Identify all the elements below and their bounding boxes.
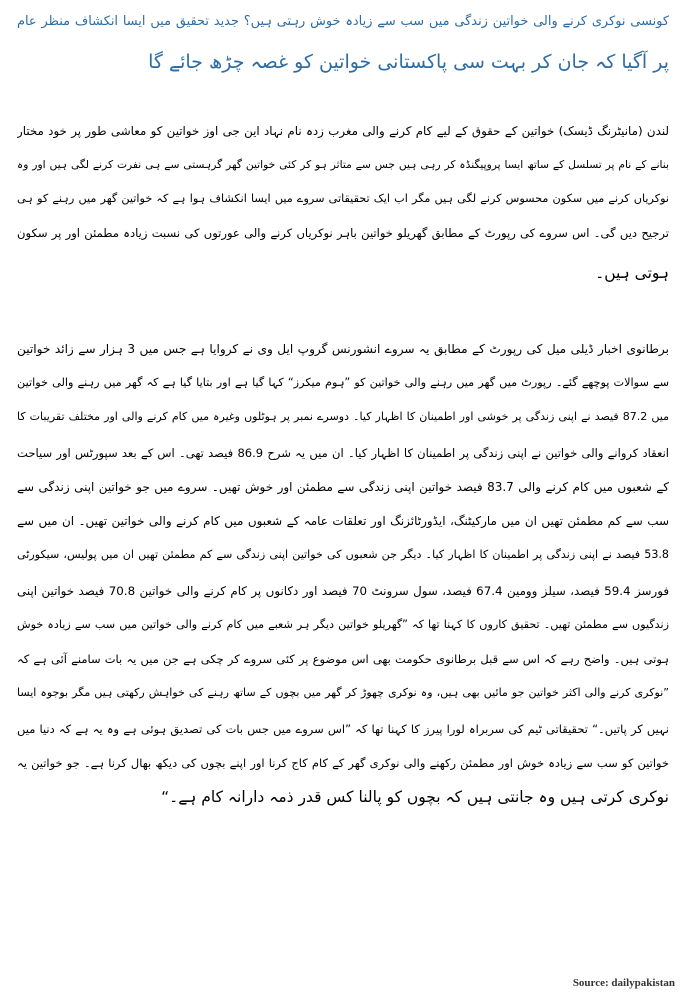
paragraph-line: میں 87.2 فیصد نے اپنی زندگی پر خوشی اور اطمینان کا اظہار کیا۔ دوسرے نمبر پر ہوٹلوں وغیرہ میں کام کرنے والی اور مختلف تقریبات کا: [17, 410, 669, 423]
paragraph-line: ہوتی ہیں۔: [595, 264, 669, 282]
paragraph-line: ”نوکری کرنے والی اکثر خواتین جو مائیں بھی ہیں، وہ نوکری چھوڑ کر گھر میں بچوں کے ساتھ رہنے کی خواہش رکھتی ہیں مگر بوجوہ ایسا: [17, 686, 669, 699]
paragraph-line: نوکریاں کرنے میں سکون محسوس کرنے لگی ہیں مگر اب ایک تحقیقاتی سروے میں ایسا انکشاف ہوا ہے کہ خواتین گھر میں رہنے کو ہی: [17, 192, 669, 205]
paragraph-line: ترجیح دیں گی۔ اس سروے کی رپورٹ کے مطابق گھریلو خواتین باہر نوکریاں کرنے والی عورتوں کی نسبت زیادہ مطمئن اور پر سکون: [17, 226, 669, 240]
paragraph-line: خواتین کو سب سے زیادہ خوش اور مطمئن رکھنے والی نوکری گھر کے کام کاج کرنا اور اپنے بچوں کی دیکھ بھال کرنا ہے۔ جو خواتین یہ: [17, 756, 669, 770]
paragraph-line: نہیں کر پاتیں۔“ تحقیقاتی ٹیم کی سربراہ لورا پیرز کا کہنا تھا کہ ”اس سروے میں جس بات کی تصدیق ہوئی ہے وہ یہ ہے کہ دنیا میں: [17, 722, 669, 736]
paragraph-line: لندن (مانیٹرنگ ڈیسک) خواتین کے حقوق کے لیے کام کرنے والی مغرب زدہ نام نہاد این جی اوز خواتین کو معاشی طور پر خود مختار: [17, 124, 669, 138]
paragraph-line: 53.8 فیصد نے اپنی زندگی پر اطمینان کا اظہار کیا۔ دیگر جن شعبوں کی خواتین اپنی زندگی سے کم مطمئن تھیں ان میں پولیس، سیکورٹی: [17, 548, 669, 561]
paragraph-line: کے شعبوں میں کام کرنے والی 83.7 فیصد خواتین اپنی زندگی سے مطمئن اور خوش تھیں۔ سروے میں جو خواتین اپنی زندگی سے: [17, 480, 669, 494]
paragraph-line: ہوتی ہیں۔ واضح رہے کہ اس سے قبل برطانوی حکومت بھی اس موضوع پر کئی سروے کر چکی ہے جن میں یہ بات سامنے آئی ہے کہ: [17, 652, 669, 666]
paragraph-line: فورسز 59.4 فیصد، سیلز وومین 67.4 فیصد، سول سرونٹ 70 فیصد اور دکانوں پر کام کرنے والی خواتین 70.8 فیصد خواتین اپنی: [17, 584, 669, 598]
headline-line-2: پر آگیا کہ جان کر بہت سی پاکستانی خواتین کو غصہ چڑھ جائے گا: [148, 51, 669, 73]
paragraph-line: نوکری کرتی ہیں وہ جانتی ہیں کہ بچوں کو پالنا کس قدر ذمہ دارانہ کام ہے۔“: [161, 788, 669, 806]
paragraph-line: برطانوی اخبار ڈیلی میل کی رپورٹ کے مطابق یہ سروے انشورنس گروپ ایل وی نے کروایا ہے جس میں 3 ہزار سے زائد خواتین: [17, 342, 669, 356]
paragraph-line: سب سے کم مطمئن تھیں ان میں مارکیٹنگ، ایڈورٹائزنگ اور تعلقات عامہ کے شعبوں میں کام کرنے والی خواتین تھیں۔ ان میں سے: [17, 514, 669, 528]
headline-line-1: کونسی نوکری کرنے والی خواتین زندگی میں سب سے زیادہ خوش رہتی ہیں؟ جدید تحقیق میں ایسا انکشاف منظر عام: [17, 14, 669, 29]
paragraph-line: انعقاد کروانے والی خواتین نے اپنی زندگی پر اطمینان کا اظہار کیا۔ ان میں یہ شرح 86.9 فیصد تھی۔ اس کے بعد سپورٹس اور سیاحت: [17, 446, 669, 460]
paragraph-line: زندگیوں سے مطمئن تھیں۔ تحقیق کاروں کا کہنا تھا کہ ”گھریلو خواتین دیگر ہر شعبے میں کام کرنے والی خواتین میں سب سے زیادہ خوش: [17, 618, 669, 631]
source-credit: Source: dailypakistan: [572, 977, 675, 989]
paragraph-line: سے سوالات پوچھے گئے۔ رپورٹ میں گھر میں رہنے والی خواتین کو ”ہوم میکرز“ کہا گیا ہے اور بتایا گیا ہے کہ گھر میں رہنے والی خواتین: [17, 376, 669, 389]
paragraph-line: بنانے کے نام پر تسلسل کے ساتھ ایسا پروپیگنڈہ کر رہی ہیں جس سے متاثر ہو کر کئی خواتین گھر گرہستی سے ہی نفرت کرنے لگی ہیں اور وہ: [17, 158, 669, 171]
